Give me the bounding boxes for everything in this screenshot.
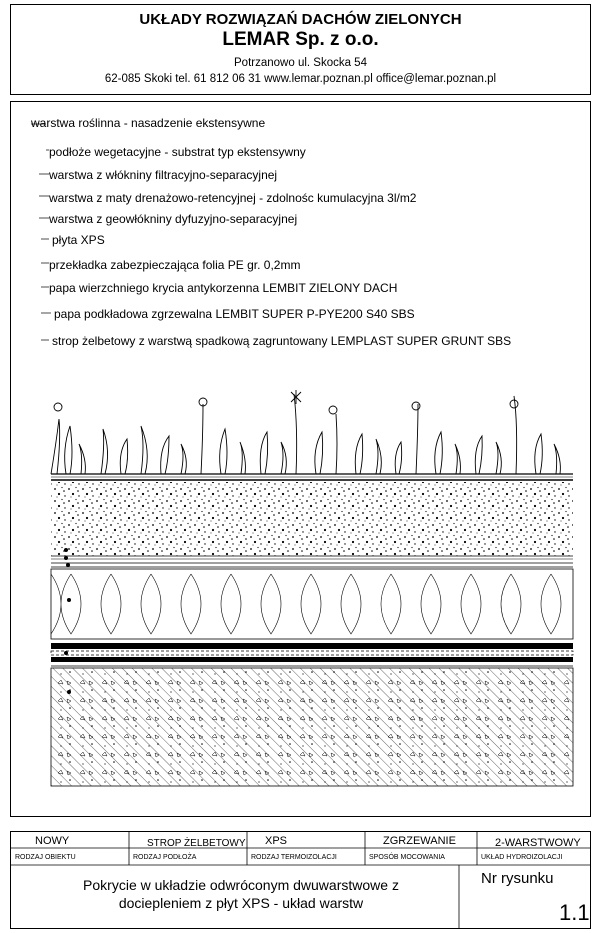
layer-label-3: warstwa z włókniny filtracyjno-separacyjnej: [49, 168, 278, 182]
header-box: [10, 4, 591, 95]
layer-label-1: warstwa roślinna - nasadzenie ekstensywne: [31, 116, 266, 130]
substrate-label: RODZAJ PODŁOŻA: [133, 854, 197, 861]
substrate-value: STROP ŻELBETOWY: [147, 838, 246, 849]
leader-lines: [31, 124, 51, 340]
layer-label-6: płyta XPS: [52, 233, 105, 247]
plant-layer: [51, 390, 560, 474]
waterproofing-value: 2-WARSTWOWY: [495, 837, 581, 849]
drawing-number-label: Nr rysunku: [481, 870, 554, 887]
layer-label-10: strop żelbetowy z warstwą spadkową zagruntowany LEMPLAST SUPER GRUNT SBS: [52, 334, 512, 348]
layer-label-8: papa wierzchniego krycia antykorzenna LEMBIT ZIELONY DACH: [49, 281, 398, 295]
insulation-value: XPS: [265, 835, 288, 847]
layer-label-9: papa podkładowa zgrzewalna LEMBIT SUPER P-PYE200 S40 SBS: [54, 307, 415, 321]
fixing-value: ZGRZEWANIE: [383, 835, 456, 847]
description-line-1: Pokrycie w układzie odwróconym dwuwarstwowe z: [83, 877, 399, 893]
object-type-label: RODZAJ OBIEKTU: [15, 854, 76, 861]
layer-label-7: przekładka zabezpieczająca folia PE gr. 0,2mm: [49, 258, 301, 272]
drawing-number: 1.1: [559, 900, 590, 925]
drawing-frame: [10, 101, 591, 817]
fixing-label: SPOSÓB MOCOWANIA: [369, 854, 445, 861]
company-contact: 62-085 Skoki tel. 61 812 06 31 www.lemar.poznan.pl office@lemar.poznan.pl: [104, 73, 497, 85]
description-line-2: dociepleniem z płyt XPS - układ warstw: [118, 895, 364, 911]
company-name: LEMAR Sp. z o.o.: [222, 29, 379, 50]
layer-label-5: warstwa z geowłókniny dyfuzyjno-separacyjnej: [49, 212, 298, 226]
drawing-description: [31, 876, 451, 912]
title-block: [10, 831, 591, 929]
object-type-value: NOWY: [35, 835, 70, 847]
waterproofing-label: UKŁAD HYDROIZOLACJI: [481, 854, 563, 861]
page-title: UKŁADY ROZWIĄZAŃ DACHÓW ZIELONYCH: [139, 11, 462, 28]
layer-label-4: warstwa z maty drenażowo-retencyjnej - zdolnośc kumulacyjna 3l/m2: [49, 191, 417, 205]
layer-section-drawing: [11, 102, 590, 816]
insulation-label: RODZAJ TERMOIZOLACJI: [251, 854, 337, 861]
company-address: Potrzanowo ul. Skocka 54: [234, 57, 367, 69]
layer-label-2: podłoże wegetacyjne - substrat typ ekstensywny: [49, 145, 306, 159]
